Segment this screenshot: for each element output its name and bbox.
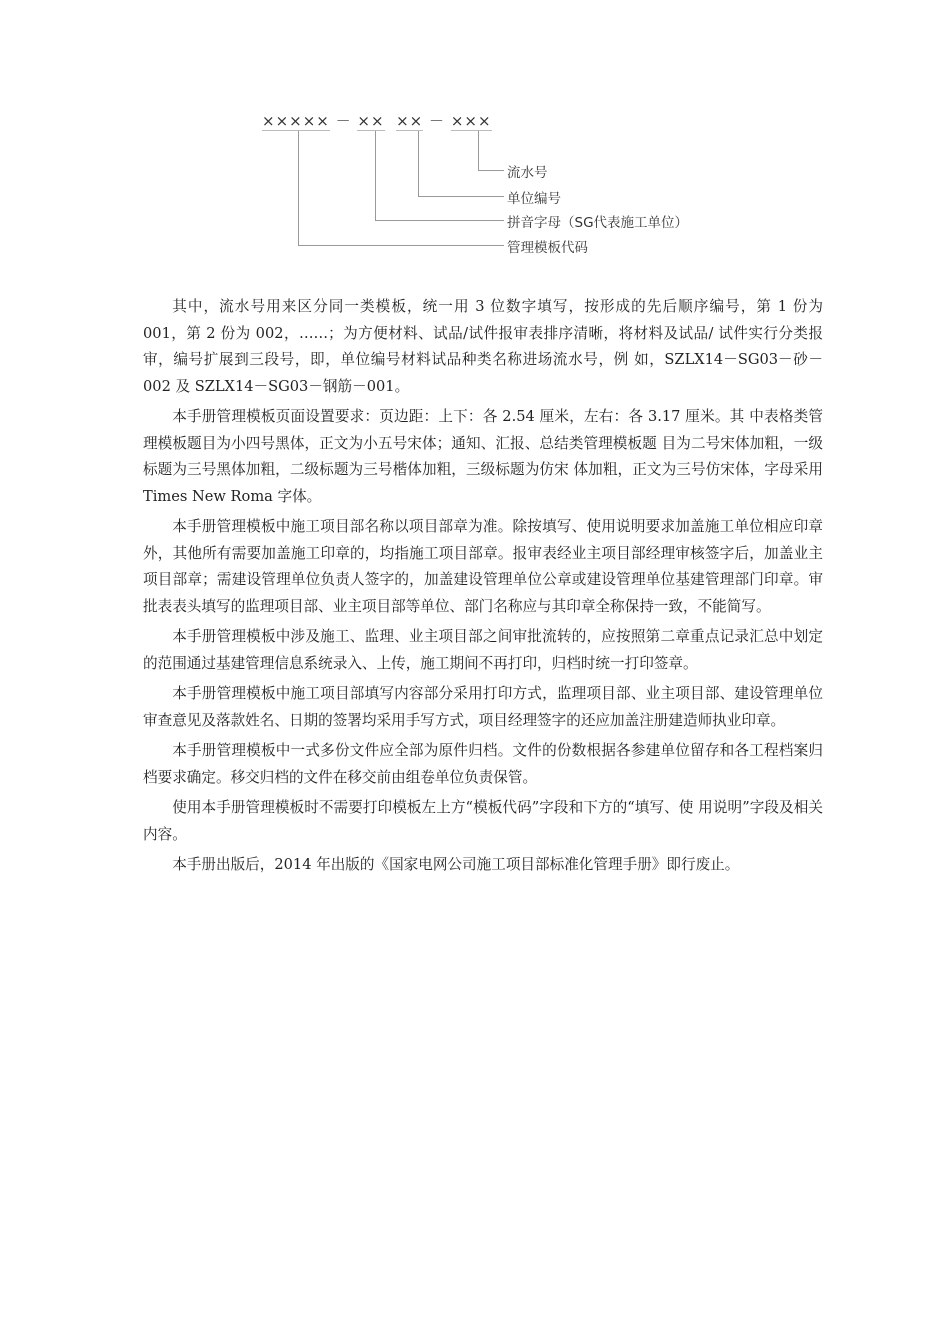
label-template-code: 管理模板代码 <box>507 240 588 256</box>
paragraph-seal-rules: 本手册管理模板中施工项目部名称以项目部章为准。除按填写、使用说明要求加盖施工单位相应印章外，其他所有需要加盖施工印章的，均指施工项目部章。报审表经业主项目部经理审核签字后，加盖业主项目部章；需建设管理单位负责人签字的，加盖建设管理单位公章或建设管理单位基建管理部门印章。审批表表头填写的监理项目部、业主项目部等单位、部门名称应与其印章全称保持一致，不能简写。 <box>143 518 823 615</box>
leader-line-serial-h <box>478 170 504 171</box>
leader-line-pinyin-h <box>375 220 504 221</box>
label-unit-number: 单位编号 <box>507 191 561 207</box>
paragraph-supersede: 本手册出版后，2014 年出版的《国家电网公司施工项目部标准化管理手册》即行废止。 <box>172 856 740 873</box>
code-segment-pinyin: ×× <box>357 112 385 130</box>
template-code-format <box>262 110 492 131</box>
code-segment-template: ××××× <box>262 112 330 130</box>
paragraph-page-setup: 本手册管理模板页面设置要求：页边距：上下：各 2.54 厘米，左右：各 3.17 厘米。其 中表格类管理模板题目为小四号黑体，正文为小五号宋体；通知、汇报、总结类管理模板题 目为二号宋体加粗，一级标题为三号黑体加粗，二级标题为三号楷体加粗，三级标题为仿宋 体加粗，正文为三号仿宋体，字母采用 Times New Roma 字体。 <box>143 408 823 505</box>
label-serial-number: 流水号 <box>507 165 548 181</box>
paragraph-fill-method: 本手册管理模板中施工项目部填写内容部分采用打印方式，监理项目部、业主项目部、建设管理单位审查意见及落款姓名、日期的签署均采用手写方式，项目经理签字的还应加盖注册建造师执业印章。 <box>143 685 823 729</box>
code-segment-serial: ××× <box>450 112 492 130</box>
code-separator: － <box>335 112 352 130</box>
code-separator: － <box>429 112 446 130</box>
leader-line-template-h <box>298 245 504 246</box>
document-body <box>143 294 823 883</box>
paragraph-archiving: 本手册管理模板中一式多份文件应全部为原件归档。文件的份数根据各参建单位留存和各工程档案归档要求确定。移交归档的文件在移交前由组卷单位负责保管。 <box>143 742 823 786</box>
leader-line-pinyin <box>375 131 376 220</box>
leader-line-serial <box>478 131 479 170</box>
paragraph-serial-explanation: 其中，流水号用来区分同一类模板，统一用 3 位数字填写，按形成的先后顺序编号，第 1 份为 001，第 2 份为 002，……；为方便材料、试品/试件报审表排序清晰，将材料及试品/ 试件实行分类报审，编号扩展到三段号，即，单位编号材料试品种类名称进场流水号，例 如，SZLX14－SG03－砂－002 及 SZLX14－SG03－钢筋－001。 <box>143 298 824 395</box>
label-pinyin-letters: 拼音字母（SG代表施工单位） <box>507 215 689 231</box>
leader-line-unit-h <box>418 196 504 197</box>
leader-line-template <box>298 131 299 245</box>
leader-line-unit <box>418 131 419 196</box>
code-segment-unit: ×× <box>396 112 424 130</box>
paragraph-printing-note: 使用本手册管理模板时不需要打印模板左上方“模板代码”字段和下方的“填写、使 用说明”字段及相关内容。 <box>143 799 823 843</box>
paragraph-approval-flow: 本手册管理模板中涉及施工、监理、业主项目部之间审批流转的，应按照第二章重点记录汇总中划定的范围通过基建管理信息系统录入、上传，施工期间不再打印，归档时统一打印签章。 <box>143 628 823 672</box>
